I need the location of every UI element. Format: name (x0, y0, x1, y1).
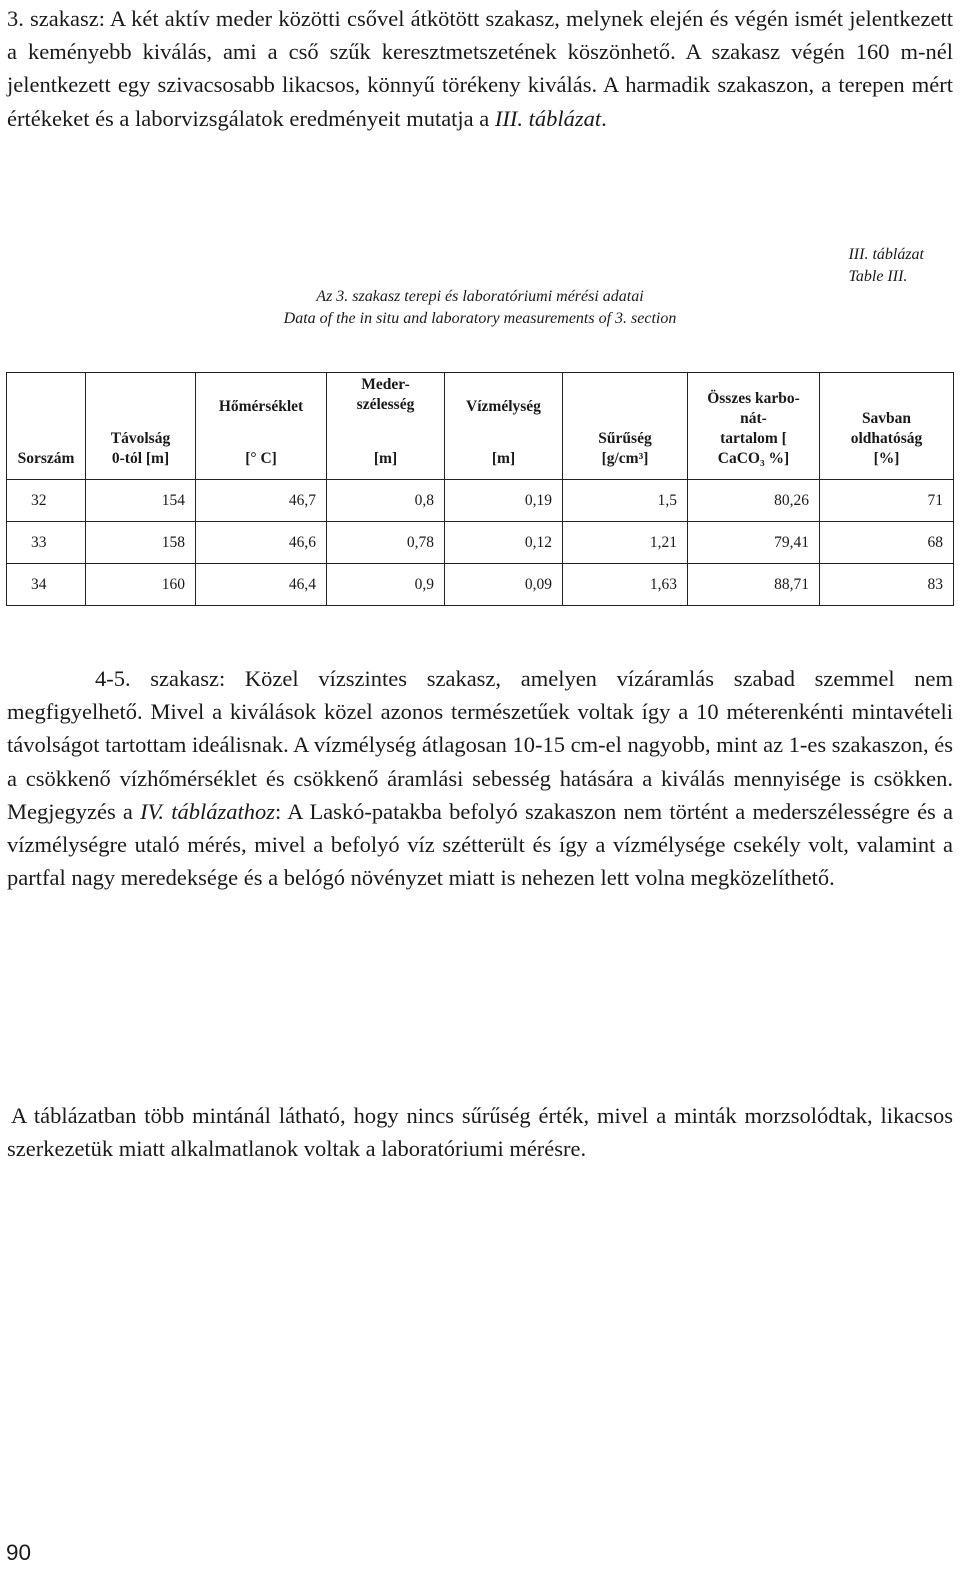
density-note-paragraph (7, 1099, 953, 1165)
measurement-table (6, 372, 954, 606)
table-label-hu: III. táblázat (848, 246, 924, 263)
table-cell: 1,63 (563, 564, 688, 606)
table-label-en: Table III. (848, 268, 908, 285)
table-cell: 83 (820, 564, 954, 606)
table-cell: 160 (86, 564, 196, 606)
header-sorszam: Sorszám (7, 373, 86, 480)
table-cell: 0,8 (327, 480, 445, 522)
table-cell: 71 (820, 480, 954, 522)
table-cell: 68 (820, 522, 954, 564)
table-label (848, 244, 924, 288)
intro-text: 3. szakasz: A két aktív meder közötti csővel átkötött szakasz, melynek elején és végén ismét jelentkezett a keményebb kiválás, ami a cső szűk keresztmetszetének köszönhető. A szakasz végén 160 m-nél jelentkezett egy szivacsosabb likacsos, könnyű törékeny kiválás. A harmadik szakaszon, a terepen mért értékeket és a laborvizsgálatok eredményeit mutatja a (7, 6, 953, 131)
section-4-5-paragraph (7, 662, 953, 894)
table-cell: 0,09 (445, 564, 563, 606)
table-cell: 32 (7, 480, 86, 522)
page-number: 90 (6, 1540, 32, 1565)
table-cell: 46,4 (196, 564, 327, 606)
table-header-row (7, 373, 954, 480)
header-karbonat: Összes karbo- nát- tartalom [ CaCO₃ %] (688, 373, 820, 480)
table-cell: 0,19 (445, 480, 563, 522)
table-cell: 1,21 (563, 522, 688, 564)
table-reference: III. táblázat (494, 105, 602, 131)
table-row (7, 480, 954, 522)
table-title-hu: Az 3. szakasz terepi és laboratóriumi mérési adatai (316, 288, 644, 305)
density-note-text: A táblázatban több mintánál látható, hogy nincs sűrűség érték, mivel a minták morzsolódtak, likacsos szerkezetük miatt alkalmatlanok voltak a laboratóriumi mérésre. (7, 1103, 953, 1162)
header-mederszelesseg: Meder- szélesség [m] (327, 373, 445, 480)
header-homerseklet: Hőmérséklet [° C] (196, 373, 327, 480)
table-title-en: Data of the in situ and laboratory measurements of 3. section (283, 310, 677, 327)
table-cell: 0,9 (327, 564, 445, 606)
header-suruseg: Sűrűség [g/cm³] (563, 373, 688, 480)
intro-end: . (601, 105, 607, 131)
header-savban: Savban oldhatóság [%] (820, 373, 954, 480)
table-cell: 88,71 (688, 564, 820, 606)
section-4-5-text-b: : A Laskó-patakba befolyó szakaszon nem történt a mederszélességre és a vízmélységre utaló mérés, mivel a befolyó víz szétterült és így a vízmélysége csekély volt, valamint a partfal nagy meredeksége és a belógó növényzet miatt is nehezen lett volna megközelíthető. (7, 798, 953, 891)
table-row (7, 522, 954, 564)
table-cell: 34 (7, 564, 86, 606)
section-4-5-text: 4-5. szakasz: Közel vízszintes szakasz, amelyen vízáramlás szabad szemmel nem megfigyelhető. Mivel a kiválások közel azonos természetűek voltak így a 10 méterenkénti mintavételi távolságot tartottam ideálisnak. A vízmélység átlagosan 10-15 cm-el nagyobb, mint az 1-es szakaszon, és a csökkenő vízhőmérséklet és csökkenő áramlási sebesség hatására a kiválás mennyisége is csökken. Megjegyzés a (7, 666, 953, 824)
table-cell: 79,41 (688, 522, 820, 564)
table-cell: 80,26 (688, 480, 820, 522)
table-cell: 46,6 (196, 522, 327, 564)
table-title (120, 286, 840, 330)
table-cell: 158 (86, 522, 196, 564)
table-cell: 0,12 (445, 522, 563, 564)
table-cell: 0,78 (327, 522, 445, 564)
header-vizmelyseg: Vízmélység [m] (445, 373, 563, 480)
header-tavolsag: Távolság 0-tól [m] (86, 373, 196, 480)
table-cell: 1,5 (563, 480, 688, 522)
table-cell: 154 (86, 480, 196, 522)
table-cell: 46,7 (196, 480, 327, 522)
table-row (7, 564, 954, 606)
intro-paragraph (7, 2, 953, 135)
table-cell: 33 (7, 522, 86, 564)
table-iv-reference: IV. táblázathoz (140, 798, 276, 824)
